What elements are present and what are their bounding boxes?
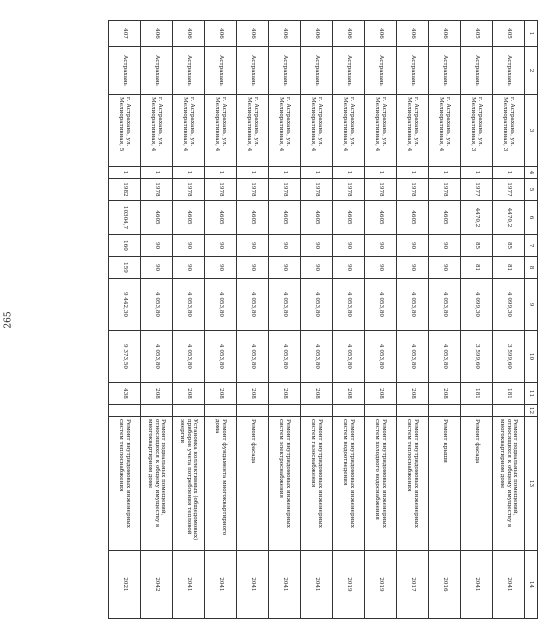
cell-c4: 1 <box>461 167 493 179</box>
cell-address: г. Астрахань, ул. Мелиоративная, 4 <box>237 95 269 167</box>
table-body <box>109 21 525 619</box>
cell-year: 1978 <box>397 179 429 201</box>
cell-area: 4605 <box>205 201 237 235</box>
cell-c10: 4 053,80 <box>365 331 397 383</box>
cell-c4: 1 <box>493 167 525 179</box>
cell-c7: 90 <box>429 235 461 257</box>
cell-term: 2017 <box>397 551 429 619</box>
cell-c12 <box>493 405 525 417</box>
cell-c8: 90 <box>429 257 461 279</box>
cell-c11: 208 <box>237 383 269 405</box>
cell-city: Астрахань <box>205 47 237 95</box>
cell-num: 406 <box>397 21 429 47</box>
cell-c8: 90 <box>301 257 333 279</box>
cell-c7: 90 <box>301 235 333 257</box>
cell-c8: 81 <box>461 257 493 279</box>
cell-term: 2019 <box>365 551 397 619</box>
column-header: 2 <box>525 47 538 95</box>
cell-year: 1978 <box>333 179 365 201</box>
cell-year: 1978 <box>429 179 461 201</box>
cell-address: г. Астрахань, ул. Мелиоративная, 4 <box>269 95 301 167</box>
cell-term: 2021 <box>109 551 141 619</box>
cell-c7: 90 <box>205 235 237 257</box>
cell-city: Астрахань <box>173 47 205 95</box>
cell-address: г. Астрахань, ул. Мелиоративная, 4 <box>205 95 237 167</box>
cell-c4: 1 <box>173 167 205 179</box>
column-header: 4 <box>525 167 538 179</box>
cell-area: 4605 <box>333 201 365 235</box>
cell-area: 4605 <box>141 201 173 235</box>
cell-c12 <box>333 405 365 417</box>
cell-city: Астрахань <box>269 47 301 95</box>
cell-address: г. Астрахань, ул. Мелиоративная, 4 <box>397 95 429 167</box>
cell-year: 1978 <box>365 179 397 201</box>
cell-c7: 90 <box>397 235 429 257</box>
cell-area: 4605 <box>429 201 461 235</box>
cell-year: 1978 <box>205 179 237 201</box>
cell-address: г. Астрахань, ул. Мелиоративная, 5 <box>109 95 141 167</box>
column-header: 1 <box>525 21 538 47</box>
cell-term: 2019 <box>333 551 365 619</box>
cell-c7: 90 <box>269 235 301 257</box>
cell-c10: 4 053,80 <box>141 331 173 383</box>
cell-address: г. Астрахань, ул. Мелиоративная, 4 <box>173 95 205 167</box>
cell-term: 2041 <box>205 551 237 619</box>
cell-num: 406 <box>429 21 461 47</box>
cell-c4: 1 <box>429 167 461 179</box>
cell-address: г. Астрахань, ул. Мелиоративная, 4 <box>365 95 397 167</box>
cell-c4: 1 <box>269 167 301 179</box>
cell-c12 <box>109 405 141 417</box>
column-number-row <box>525 21 538 619</box>
cell-c9: 4 053,80 <box>397 279 429 331</box>
cell-c10: 4 053,80 <box>333 331 365 383</box>
cell-work: Ремонт внутридомовых инженерных систем водоотведения <box>333 417 365 551</box>
cell-c10: 4 053,80 <box>173 331 205 383</box>
cell-c11: 208 <box>269 383 301 405</box>
cell-address: г. Астрахань, ул. Мелиоративная, 3 <box>493 95 525 167</box>
rotated-table-container <box>118 20 538 618</box>
cell-c4: 1 <box>205 167 237 179</box>
cell-city: Астрахань <box>461 47 493 95</box>
table-row <box>237 21 269 619</box>
cell-num: 406 <box>141 21 173 47</box>
cell-c10: 4 053,80 <box>205 331 237 383</box>
cell-work: Ремонт фасада <box>461 417 493 551</box>
column-header: 8 <box>525 257 538 279</box>
cell-c10: 4 053,80 <box>237 331 269 383</box>
cell-c9: 4 053,80 <box>365 279 397 331</box>
cell-c11: 208 <box>301 383 333 405</box>
cell-c9: 4 053,80 <box>429 279 461 331</box>
table-row <box>493 21 525 619</box>
cell-area: 4470,2 <box>493 201 525 235</box>
cell-c7: 90 <box>237 235 269 257</box>
cell-c7: 90 <box>141 235 173 257</box>
capital-repair-table <box>108 20 538 619</box>
cell-num: 406 <box>173 21 205 47</box>
cell-c8: 90 <box>397 257 429 279</box>
cell-address: г. Астрахань, ул. Мелиоративная, 3 <box>461 95 493 167</box>
cell-c10: 4 053,80 <box>397 331 429 383</box>
table-row <box>205 21 237 619</box>
cell-year: 1982 <box>109 179 141 201</box>
cell-year: 1977 <box>461 179 493 201</box>
cell-num: 405 <box>461 21 493 47</box>
cell-city: Астрахань <box>397 47 429 95</box>
cell-address: г. Астрахань, ул. Мелиоративная, 4 <box>301 95 333 167</box>
cell-num: 406 <box>301 21 333 47</box>
cell-c8: 90 <box>365 257 397 279</box>
cell-city: Астрахань <box>333 47 365 95</box>
cell-term: 2016 <box>429 551 461 619</box>
table-row <box>461 21 493 619</box>
cell-city: Астрахань <box>141 47 173 95</box>
cell-work: Установка коллективных (общедомовых) приборов учета потребления тепловой энергии <box>173 417 205 551</box>
cell-work: Ремонт фундамента многоквартирного дома <box>205 417 237 551</box>
cell-work: Ремонт крыши <box>429 417 461 551</box>
cell-c4: 1 <box>301 167 333 179</box>
cell-city: Астрахань <box>493 47 525 95</box>
cell-c12 <box>205 405 237 417</box>
cell-work: Ремонт внутридомовых инженерных систем холодного водоснабжения <box>365 417 397 551</box>
cell-work: Ремонт подвальных помещений, относящихся к общему имуществу в многоквартирном доме <box>493 417 525 551</box>
cell-c10: 3 599,60 <box>493 331 525 383</box>
cell-term: 2041 <box>461 551 493 619</box>
cell-term: 2042 <box>141 551 173 619</box>
cell-c8: 81 <box>493 257 525 279</box>
column-header: 12 <box>525 405 538 417</box>
table-row <box>109 21 141 619</box>
cell-c12 <box>461 405 493 417</box>
table-row <box>333 21 365 619</box>
column-header: 3 <box>525 95 538 167</box>
table-row <box>365 21 397 619</box>
cell-c7: 90 <box>333 235 365 257</box>
cell-work: Ремонт внутридомовых инженерных систем теплоснабжения <box>109 417 141 551</box>
cell-c9: 4 053,80 <box>301 279 333 331</box>
cell-c12 <box>301 405 333 417</box>
cell-c9: 4 053,80 <box>269 279 301 331</box>
cell-c9: 4 053,80 <box>333 279 365 331</box>
cell-city: Астрахань <box>429 47 461 95</box>
cell-year: 1978 <box>269 179 301 201</box>
cell-address: г. Астрахань, ул. Мелиоративная, 4 <box>141 95 173 167</box>
cell-num: 406 <box>269 21 301 47</box>
cell-area: 4605 <box>269 201 301 235</box>
cell-c11: 208 <box>173 383 205 405</box>
column-header: 7 <box>525 235 538 257</box>
cell-c11: 181 <box>461 383 493 405</box>
column-header: 9 <box>525 279 538 331</box>
cell-c11: 208 <box>141 383 173 405</box>
cell-num: 405 <box>493 21 525 47</box>
cell-c8: 90 <box>205 257 237 279</box>
table-row <box>141 21 173 619</box>
column-header: 5 <box>525 179 538 201</box>
cell-city: Астрахань <box>237 47 269 95</box>
cell-c4: 1 <box>333 167 365 179</box>
cell-c11: 208 <box>429 383 461 405</box>
cell-c7: 85 <box>461 235 493 257</box>
cell-c11: 181 <box>493 383 525 405</box>
cell-area: 4470,2 <box>461 201 493 235</box>
page-number-text: 265 <box>4 311 14 329</box>
cell-area: 4605 <box>301 201 333 235</box>
cell-c8: 90 <box>237 257 269 279</box>
cell-c4: 1 <box>141 167 173 179</box>
cell-c12 <box>429 405 461 417</box>
cell-c9: 9 442,30 <box>109 279 141 331</box>
cell-work: Ремонт подвальных помещений, относящихся к общему имуществу в многоквартирном доме <box>141 417 173 551</box>
cell-c4: 1 <box>109 167 141 179</box>
cell-c9: 4 053,80 <box>205 279 237 331</box>
cell-c11: 208 <box>205 383 237 405</box>
cell-c8: 159 <box>109 257 141 279</box>
cell-c12 <box>141 405 173 417</box>
cell-term: 2041 <box>173 551 205 619</box>
cell-address: г. Астрахань, ул. Мелиоративная, 4 <box>429 95 461 167</box>
cell-city: Астрахань <box>365 47 397 95</box>
cell-c10: 4 053,80 <box>429 331 461 383</box>
cell-c10: 4 053,80 <box>269 331 301 383</box>
cell-c4: 1 <box>237 167 269 179</box>
cell-c8: 90 <box>141 257 173 279</box>
table-row <box>269 21 301 619</box>
column-header: 11 <box>525 383 538 405</box>
cell-c7: 90 <box>365 235 397 257</box>
column-header: 10 <box>525 331 538 383</box>
cell-c9: 4 053,80 <box>141 279 173 331</box>
cell-area: 10304,7 <box>109 201 141 235</box>
cell-city: Астрахань <box>301 47 333 95</box>
cell-city: Астрахань <box>109 47 141 95</box>
cell-year: 1978 <box>301 179 333 201</box>
cell-c7: 90 <box>173 235 205 257</box>
table-row <box>301 21 333 619</box>
column-header: 13 <box>525 417 538 551</box>
cell-year: 1978 <box>141 179 173 201</box>
cell-year: 1978 <box>237 179 269 201</box>
cell-c4: 1 <box>365 167 397 179</box>
cell-term: 2041 <box>493 551 525 619</box>
table-row <box>173 21 205 619</box>
cell-c12 <box>237 405 269 417</box>
cell-c10: 3 599,60 <box>461 331 493 383</box>
cell-c8: 90 <box>333 257 365 279</box>
cell-address: г. Астрахань, ул. Мелиоративная, 4 <box>333 95 365 167</box>
cell-c9: 4 099,30 <box>461 279 493 331</box>
cell-c11: 208 <box>365 383 397 405</box>
page-number <box>0 0 18 640</box>
cell-c7: 160 <box>109 235 141 257</box>
cell-num: 406 <box>237 21 269 47</box>
cell-c9: 4 099,30 <box>493 279 525 331</box>
cell-c12 <box>397 405 429 417</box>
cell-c8: 90 <box>269 257 301 279</box>
cell-work: Ремонт внутридомовых инженерных систем электроснабжения <box>269 417 301 551</box>
cell-c10: 4 053,80 <box>301 331 333 383</box>
cell-c11: 208 <box>397 383 429 405</box>
cell-c12 <box>173 405 205 417</box>
cell-c11: 438 <box>109 383 141 405</box>
table-row <box>429 21 461 619</box>
cell-c12 <box>269 405 301 417</box>
cell-area: 4605 <box>237 201 269 235</box>
cell-term: 2041 <box>301 551 333 619</box>
cell-work: Ремонт фасада <box>237 417 269 551</box>
cell-c9: 4 053,80 <box>237 279 269 331</box>
cell-term: 2041 <box>237 551 269 619</box>
cell-num: 407 <box>109 21 141 47</box>
cell-term: 2041 <box>269 551 301 619</box>
table-row <box>397 21 429 619</box>
cell-area: 4605 <box>397 201 429 235</box>
cell-num: 406 <box>365 21 397 47</box>
column-header: 14 <box>525 551 538 619</box>
cell-num: 406 <box>333 21 365 47</box>
cell-num: 406 <box>205 21 237 47</box>
cell-c4: 1 <box>397 167 429 179</box>
cell-c8: 90 <box>173 257 205 279</box>
cell-area: 4605 <box>173 201 205 235</box>
cell-work: Ремонт внутридомовых инженерных систем теплоснабжения <box>397 417 429 551</box>
cell-c9: 4 053,80 <box>173 279 205 331</box>
column-header: 6 <box>525 201 538 235</box>
cell-year: 1978 <box>173 179 205 201</box>
cell-c11: 208 <box>333 383 365 405</box>
cell-c12 <box>365 405 397 417</box>
cell-c10: 9 373,50 <box>109 331 141 383</box>
cell-year: 1977 <box>493 179 525 201</box>
cell-area: 4605 <box>365 201 397 235</box>
cell-c7: 85 <box>493 235 525 257</box>
cell-work: Ремонт внутридомовых инженерных систем газоснабжения <box>301 417 333 551</box>
